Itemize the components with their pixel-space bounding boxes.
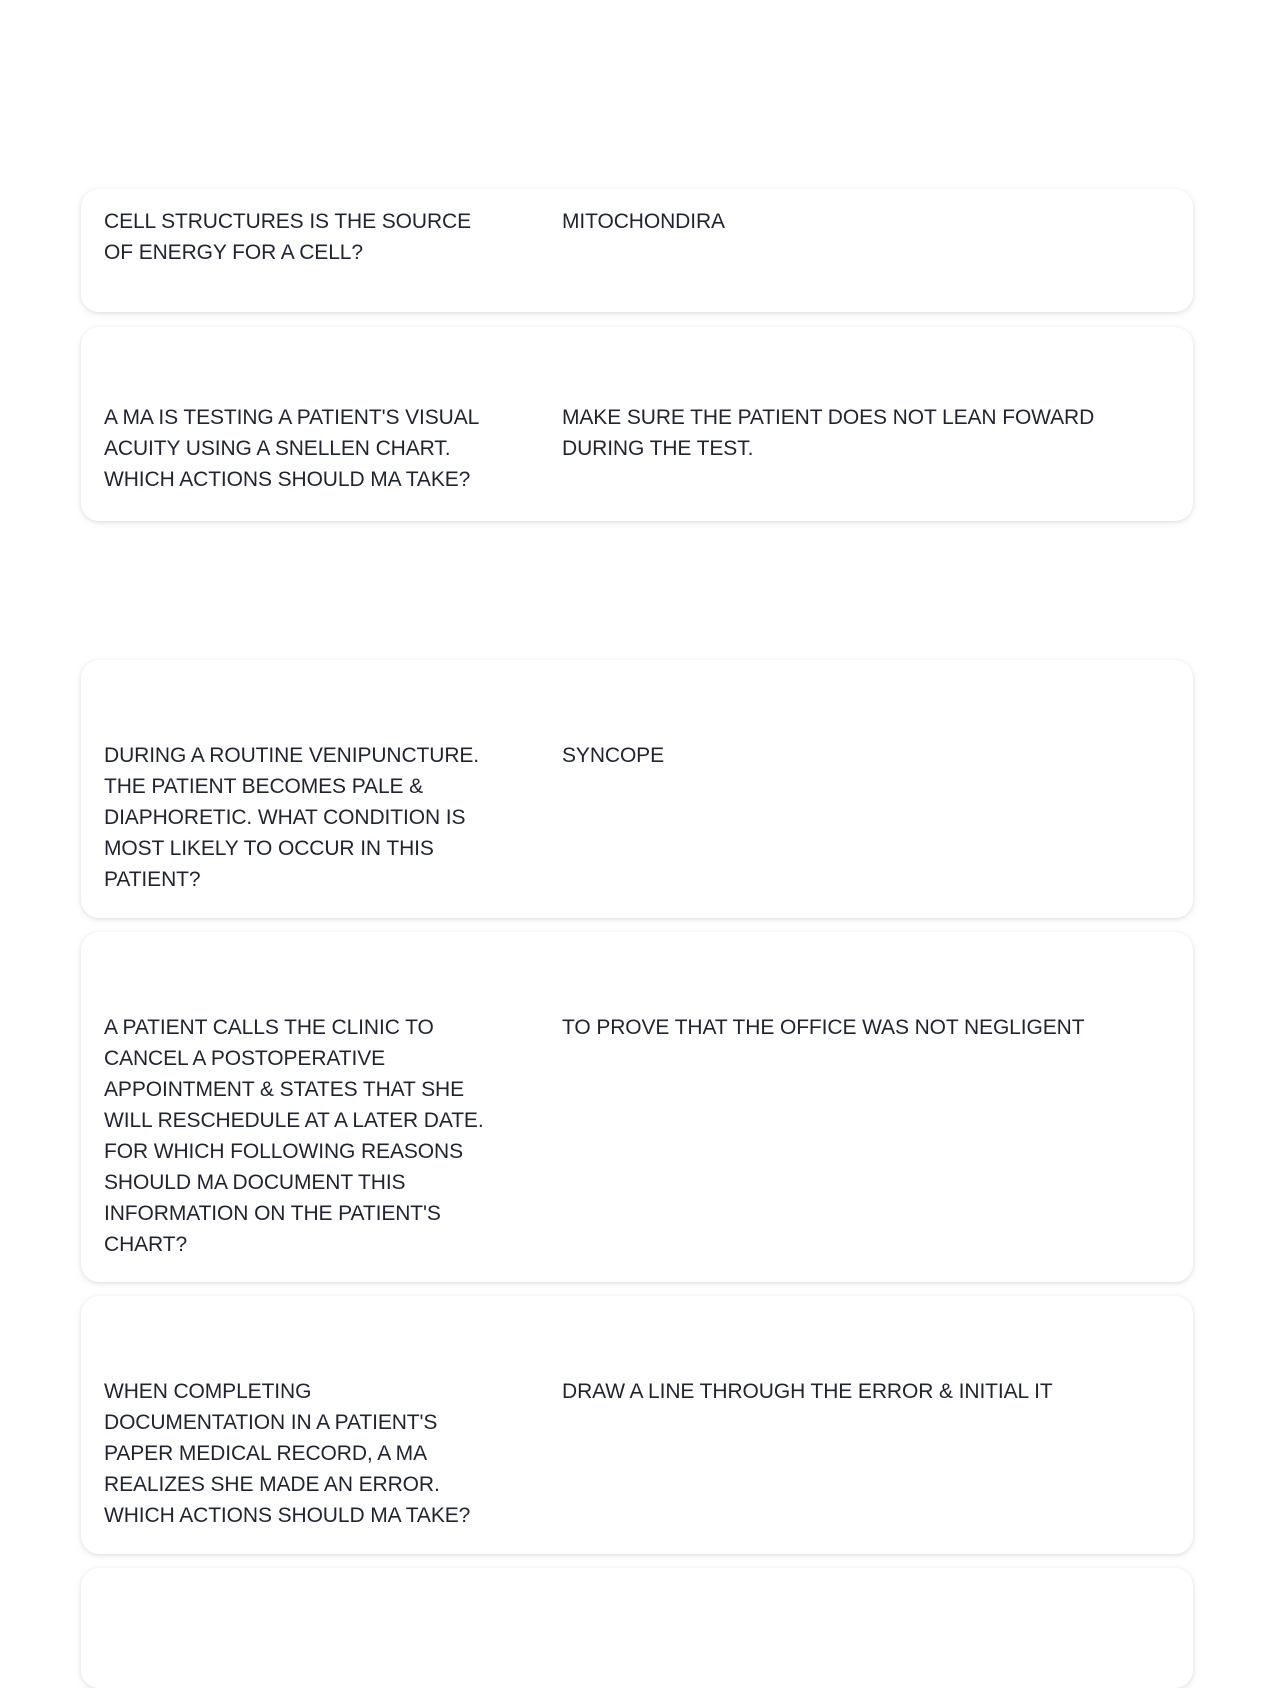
flashcard-definition: MITOCHONDIRA bbox=[562, 210, 725, 233]
flashcard bbox=[81, 327, 1193, 521]
flashcard-term: A PATIENT CALLS THE CLINIC TO CANCEL A POSTOPERATIVE APPOINTMENT & STATES THAT SHE WILL RESCHEDULE AT A LATER DATE. FOR WHICH FOLLOWING REASONS SHOULD MA DOCUMENT THIS INFORMATION ON THE PATIENT'S CHART? bbox=[104, 1016, 484, 1256]
flashcard-definition: DRAW A LINE THROUGH THE ERROR & INITIAL IT bbox=[562, 1380, 1053, 1403]
flashcard bbox=[81, 660, 1193, 918]
flashcard-term: A MA IS TESTING A PATIENT'S VISUAL ACUITY USING A SNELLEN CHART. WHICH ACTIONS SHOULD MA TAKE? bbox=[104, 406, 480, 491]
flashcard-term: WHEN COMPLETING DOCUMENTATION IN A PATIENT'S PAPER MEDICAL RECORD, A MA REALIZES SHE MADE AN ERROR. WHICH ACTIONS SHOULD MA TAKE? bbox=[104, 1380, 471, 1527]
flashcard-partial bbox=[81, 1568, 1193, 1688]
flashcard-term: CELL STRUCTURES IS THE SOURCE OF ENERGY FOR A CELL? bbox=[104, 210, 471, 264]
flashcard-definition: SYNCOPE bbox=[562, 744, 664, 767]
flashcard bbox=[81, 189, 1193, 312]
flashcard-definition: MAKE SURE THE PATIENT DOES NOT LEAN FOWARD DURING THE TEST. bbox=[562, 406, 1095, 460]
flashcard bbox=[81, 1296, 1193, 1554]
flashcard-definition: TO PROVE THAT THE OFFICE WAS NOT NEGLIGENT bbox=[562, 1016, 1085, 1039]
flashcard-term: DURING A ROUTINE VENIPUNCTURE. THE PATIENT BECOMES PALE & DIAPHORETIC. WHAT CONDITION IS MOST LIKELY TO OCCUR IN THIS PATIENT? bbox=[104, 744, 480, 891]
flashcard bbox=[81, 932, 1193, 1282]
